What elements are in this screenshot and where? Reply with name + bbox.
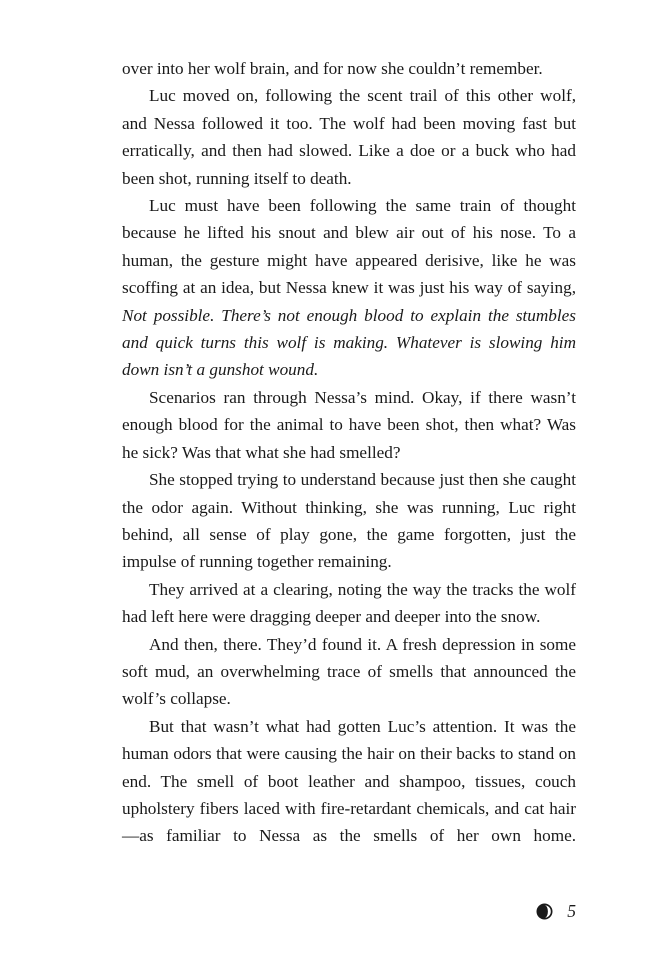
paragraph-text: Luc moved on, following the scent trail of this other wolf, and Nessa followed it too. The wolf had been moving fast but erratically, and then had slowed. Like a doe or a buck who had been shot, running itself to death. [122, 86, 576, 188]
paragraph-text: Luc must have been following the same train of thought because he lifted his snout and blew air out of his nose. To a human, the gesture might have appeared derisive, like he was scoffing at an idea, but Nessa knew it was just his way of saying, [122, 196, 576, 298]
moon-icon [536, 903, 553, 920]
paragraph-text: And then, there. They’d found it. A fresh depression in some soft mud, an overwhelming trace of smells that announced the wolf’s collapse. [122, 634, 576, 709]
paragraph-2 [122, 82, 576, 192]
paragraph-text: She stopped trying to understand because just then she caught the odor again. Without thinking, she was running, Luc right behind, all sense of play gone, the game forgotten, just the impulse of running together remaining. [122, 470, 576, 572]
paragraph-3 [122, 192, 576, 384]
page-body [122, 55, 576, 850]
paragraph-8 [122, 713, 576, 850]
paragraph-text: over into her wolf brain, and for now she couldn’t remember. [122, 59, 543, 78]
paragraph-4 [122, 384, 576, 466]
paragraph-7 [122, 631, 576, 713]
paragraph-text: They arrived at a clearing, noting the way the tracks the wolf had left here were dragging deeper and deeper into the snow. [122, 579, 576, 627]
paragraph-5 [122, 466, 576, 576]
paragraph-1 [122, 55, 576, 82]
paragraph-6 [122, 576, 576, 631]
paragraph-text: But that wasn’t what had gotten Luc’s attention. It was the human odors that were causing the hair on their backs to stand on end. The smell of boot leather and shampoo, tissues, couch upholstery fibers laced with fire-retardant chemicals, and cat hair—as familiar to Nessa as the smells of her own home. [122, 716, 576, 846]
page-footer [520, 899, 576, 923]
paragraph-italic-text: Not possible. There’s not enough blood to explain the stumbles and quick turns this wolf is making. Whatever is slowing him down isn’t a gunshot wound. [122, 305, 576, 380]
paragraph-text: Scenarios ran through Nessa’s mind. Okay, if there wasn’t enough blood for the animal to have been shot, then what? Was he sick? Was that what she had smelled? [122, 387, 576, 462]
page-number: 5 [567, 901, 576, 921]
